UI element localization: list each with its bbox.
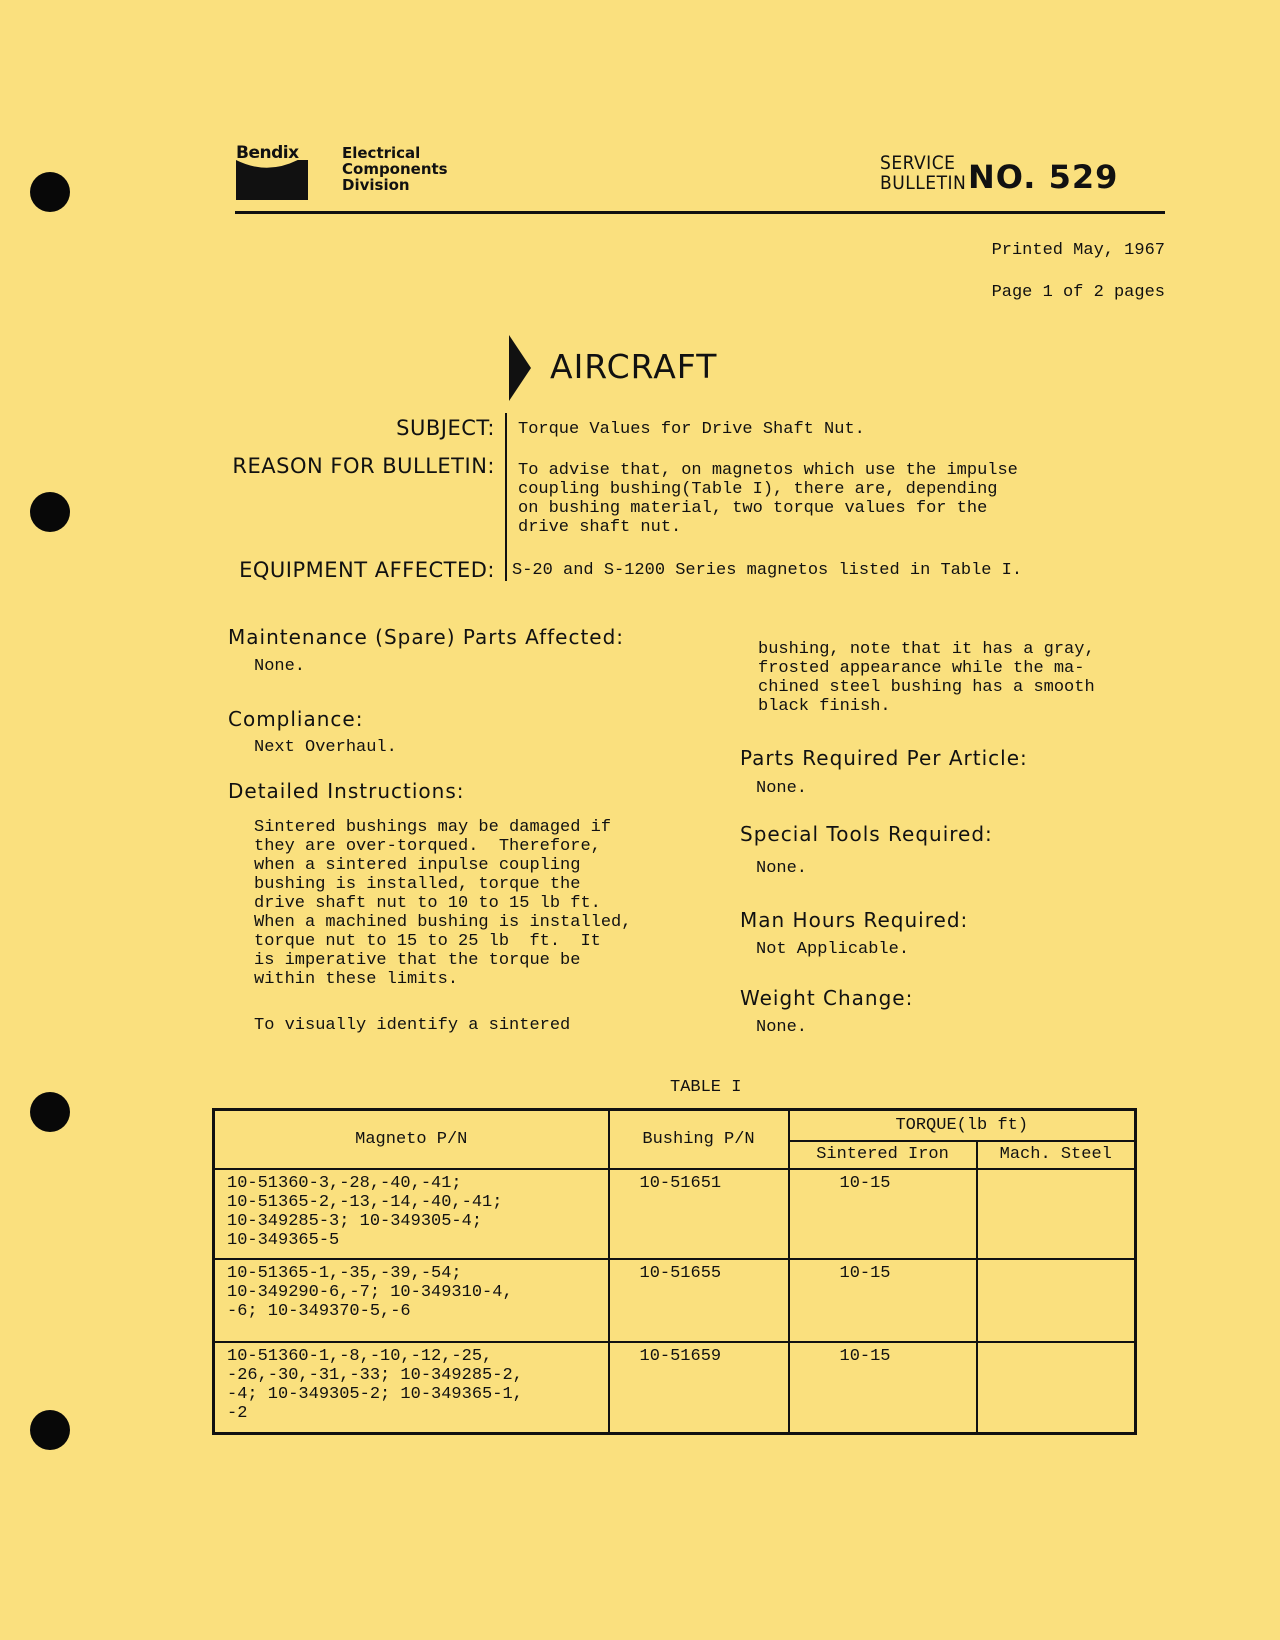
table-title: TABLE I: [670, 1078, 742, 1097]
header-magneto: Magneto P/N: [214, 1110, 609, 1169]
bulletin-number: NO. 529: [968, 158, 1119, 196]
special-tools-value: None.: [756, 859, 808, 878]
equipment-value: S-20 and S-1200 Series magnetos listed in Table I.: [512, 561, 1023, 580]
maintenance-heading: Maintenance (Spare) Parts Affected:: [228, 625, 625, 649]
header-mach-steel: Mach. Steel: [977, 1141, 1136, 1169]
field-divider: [505, 413, 507, 581]
bulletin-type: [880, 153, 966, 193]
bushing-cell: 10-51659: [609, 1342, 789, 1434]
print-info: [992, 219, 1165, 324]
steel-cell: [977, 1342, 1136, 1434]
steel-cell: [977, 1169, 1136, 1259]
bulletin-type-line: SERVICE: [880, 152, 956, 174]
division-name: [342, 145, 448, 193]
printed-date: Printed May, 1967: [991, 241, 1165, 260]
compliance-heading: Compliance:: [228, 707, 364, 731]
weight-change-heading: Weight Change:: [740, 986, 914, 1010]
subject-label: SUBJECT:: [396, 416, 495, 440]
bushing-cell: 10-51651: [609, 1169, 789, 1259]
binder-hole: [30, 172, 70, 212]
compliance-value: Next Overhaul.: [254, 738, 397, 757]
weight-change-value: None.: [756, 1018, 808, 1037]
binder-hole: [30, 1092, 70, 1132]
instructions-heading: Detailed Instructions:: [228, 779, 465, 803]
magneto-cell: 10-51360-1,-8,-10,-12,-25, -26,-30,-31,-33; 10-349285-2, -4; 10-349305-2; 10-349365-1, -2: [214, 1342, 609, 1434]
magneto-cell: 10-51360-3,-28,-40,-41; 10-51365-2,-13,-14,-40,-41; 10-349285-3; 10-349305-4; 10-349365-5: [214, 1169, 609, 1259]
table-row: [214, 1342, 1136, 1434]
torque-table: [212, 1108, 1137, 1435]
header-bushing: Bushing P/N: [609, 1110, 789, 1169]
header-sintered-iron: Sintered Iron: [789, 1141, 977, 1169]
binder-hole: [30, 492, 70, 532]
page-count: Page 1 of 2 pages: [991, 283, 1165, 302]
table-row: [214, 1259, 1136, 1342]
maintenance-value: None.: [254, 657, 306, 676]
triangle-marker-icon: [509, 335, 533, 401]
logo-brand: Bendix: [236, 143, 299, 163]
magneto-cell: 10-51365-1,-35,-39,-54; 10-349290-6,-7; 10-349310-4, -6; 10-349370-5,-6: [214, 1259, 609, 1342]
steel-cell: [977, 1259, 1136, 1342]
reason-label: REASON FOR BULLETIN:: [232, 454, 495, 478]
instructions-continued: bushing, note that it has a gray, frosted appearance while the ma- chined steel bushing has a smooth black finish.: [758, 640, 1095, 716]
man-hours-value: Not Applicable.: [756, 940, 910, 959]
parts-required-heading: Parts Required Per Article:: [740, 746, 1028, 770]
division-line: Components: [342, 160, 448, 178]
equipment-label: EQUIPMENT AFFECTED:: [239, 558, 495, 582]
category-title: AIRCRAFT: [550, 347, 718, 386]
subject-value: Torque Values for Drive Shaft Nut.: [518, 420, 865, 439]
instructions-text: Sintered bushings may be damaged if they are over-torqued. Therefore, when a sintered inpulse coupling bushing is installed, torque the drive shaft nut to 10 to 15 lb ft. When a machined bushing is installed, torque nut to 15 to 25 lb ft. It is imperative that the torque be within these limits.: [254, 818, 632, 989]
logo-mark: [236, 160, 308, 200]
header-rule: [235, 211, 1165, 214]
instructions-text: To visually identify a sintered: [254, 1016, 571, 1035]
man-hours-heading: Man Hours Required:: [740, 908, 969, 932]
parts-required-value: None.: [756, 779, 808, 798]
special-tools-heading: Special Tools Required:: [740, 822, 993, 846]
sintered-cell: 10-15: [789, 1169, 977, 1259]
table-row: [214, 1169, 1136, 1259]
bushing-cell: 10-51655: [609, 1259, 789, 1342]
bulletin-type-line: BULLETIN: [880, 172, 967, 194]
header-torque: TORQUE(lb ft): [789, 1110, 1136, 1141]
reason-value: To advise that, on magnetos which use the impulse coupling bushing(Table I), there are, depending on bushing material, two torque values for the drive shaft nut.: [518, 461, 1018, 537]
sintered-cell: 10-15: [789, 1342, 977, 1434]
binder-hole: [30, 1410, 70, 1450]
sintered-cell: 10-15: [789, 1259, 977, 1342]
division-line: Division: [342, 176, 410, 194]
division-line: Electrical: [342, 144, 421, 162]
